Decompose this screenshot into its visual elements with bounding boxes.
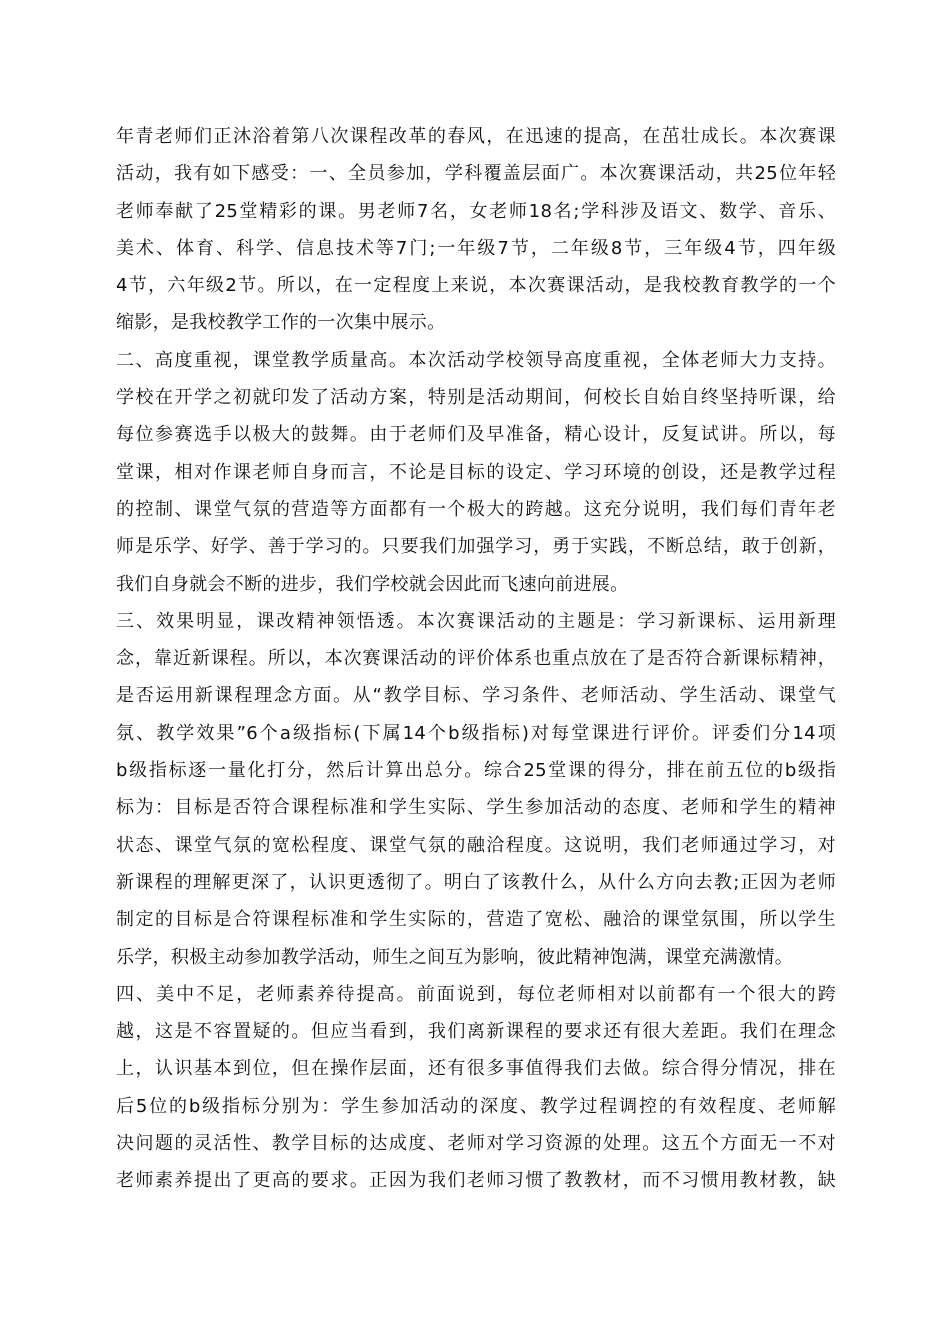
text-line: 三、效果明显，课改精神领悟透。本次赛课活动的主题是：学习新课标、运用新理 bbox=[116, 610, 836, 632]
document-body bbox=[116, 118, 836, 1200]
text-line: 美术、体育、科学、信息技术等7门;一年级7节，二年级8节，三年级4节，四年级 bbox=[116, 237, 836, 259]
paragraph-3 bbox=[116, 603, 836, 976]
text-line: 制定的目标是合符课程标准和学生实际的，营造了宽松、融洽的课堂氛围，所以学生 bbox=[116, 909, 836, 931]
text-line: 后5位的b级指标分别为：学生参加活动的深度、教学过程调控的有效程度、老师解 bbox=[116, 1095, 836, 1117]
text-line: 越，这是不容置疑的。但应当看到，我们离新课程的要求还有很大差距。我们在理念 bbox=[116, 1021, 836, 1043]
text-line: 氛、教学效果”6个a级指标(下属14个b级指标)对每堂课进行评价。评委们分14项 bbox=[116, 722, 836, 744]
text-line: 标为：目标是否符合课程标准和学生实际、学生参加活动的态度、老师和学生的精神 bbox=[116, 797, 836, 819]
text-line: 年青老师们正沐浴着第八次课程改革的春风，在迅速的提高，在茁壮成长。本次赛课 bbox=[116, 126, 836, 147]
text-line: 新课程的理解更深了，认识更透彻了。明白了该教什么，从什么方向去教;正因为老师 bbox=[116, 871, 836, 893]
paragraph-4 bbox=[116, 976, 836, 1200]
paragraph-2 bbox=[116, 342, 836, 603]
text-line: 学校在开学之初就印发了活动方案，特别是活动期间，何校长自始自终坚持听课，给 bbox=[116, 387, 836, 409]
text-line: 四、美中不足，老师素养待提高。前面说到，每位老师相对以前都有一个很大的跨 bbox=[116, 983, 836, 1005]
text-line: 4节，六年级2节。所以，在一定程度上来说，本次赛课活动，是我校教育教学的一个 bbox=[116, 275, 836, 297]
text-line: 决问题的灵活性、教学目标的达成度、老师对学习资源的处理。这五个方面无一不对 bbox=[116, 1133, 836, 1155]
text-line: 老师素养提出了更高的要求。正因为我们老师习惯了教教材，而不习惯用教材教，缺 bbox=[116, 1170, 836, 1192]
text-line: 每位参赛选手以极大的鼓舞。由于老师们及早准备，精心设计，反复试讲。所以，每 bbox=[116, 424, 836, 446]
text-line: 的控制、课堂气氛的营造等方面都有一个极大的跨越。这充分说明，我们每们青年老 bbox=[116, 498, 836, 520]
text-line: 我们自身就会不断的进步，我们学校就会因此而飞速向前进展。 bbox=[116, 573, 629, 595]
text-line: 师是乐学、好学、善于学习的。只要我们加强学习，勇于实践，不断总结，敢于创新， bbox=[116, 536, 836, 558]
text-line: 乐学，积极主动参加教学活动，师生之间互为影响，彼此精神饱满，课堂充满激情。 bbox=[116, 946, 794, 968]
paragraph-1 bbox=[116, 118, 836, 342]
text-line: b级指标逐一量化打分，然后计算出总分。综合25堂课的得分，排在前五位的b级指 bbox=[116, 760, 836, 782]
text-line: 念，靠近新课程。所以，本次赛课活动的评价体系也重点放在了是否符合新课标精神， bbox=[116, 648, 836, 670]
text-line: 缩影，是我校教学工作的一次集中展示。 bbox=[116, 312, 446, 334]
text-line: 活动，我有如下感受：一、全员参加，学科覆盖层面广。本次赛课活动，共25位年轻 bbox=[116, 163, 836, 185]
text-line: 老师奉献了25堂精彩的课。男老师7名，女老师18名;学科涉及语文、数学、音乐、 bbox=[116, 200, 836, 222]
text-line: 状态、课堂气氛的宽松程度、课堂气氛的融洽程度。这说明，我们老师通过学习，对 bbox=[116, 834, 836, 856]
text-line: 二、高度重视，课堂教学质量高。本次活动学校领导高度重视，全体老师大力支持。 bbox=[116, 349, 836, 371]
text-line: 堂课，相对作课老师自身而言，不论是目标的设定、学习环境的创设，还是教学过程 bbox=[116, 461, 836, 483]
text-line: 上，认识基本到位，但在操作层面，还有很多事值得我们去做。综合得分情况，排在 bbox=[116, 1058, 836, 1080]
text-line: 是否运用新课程理念方面。从“教学目标、学习条件、老师活动、学生活动、课堂气 bbox=[116, 685, 836, 707]
